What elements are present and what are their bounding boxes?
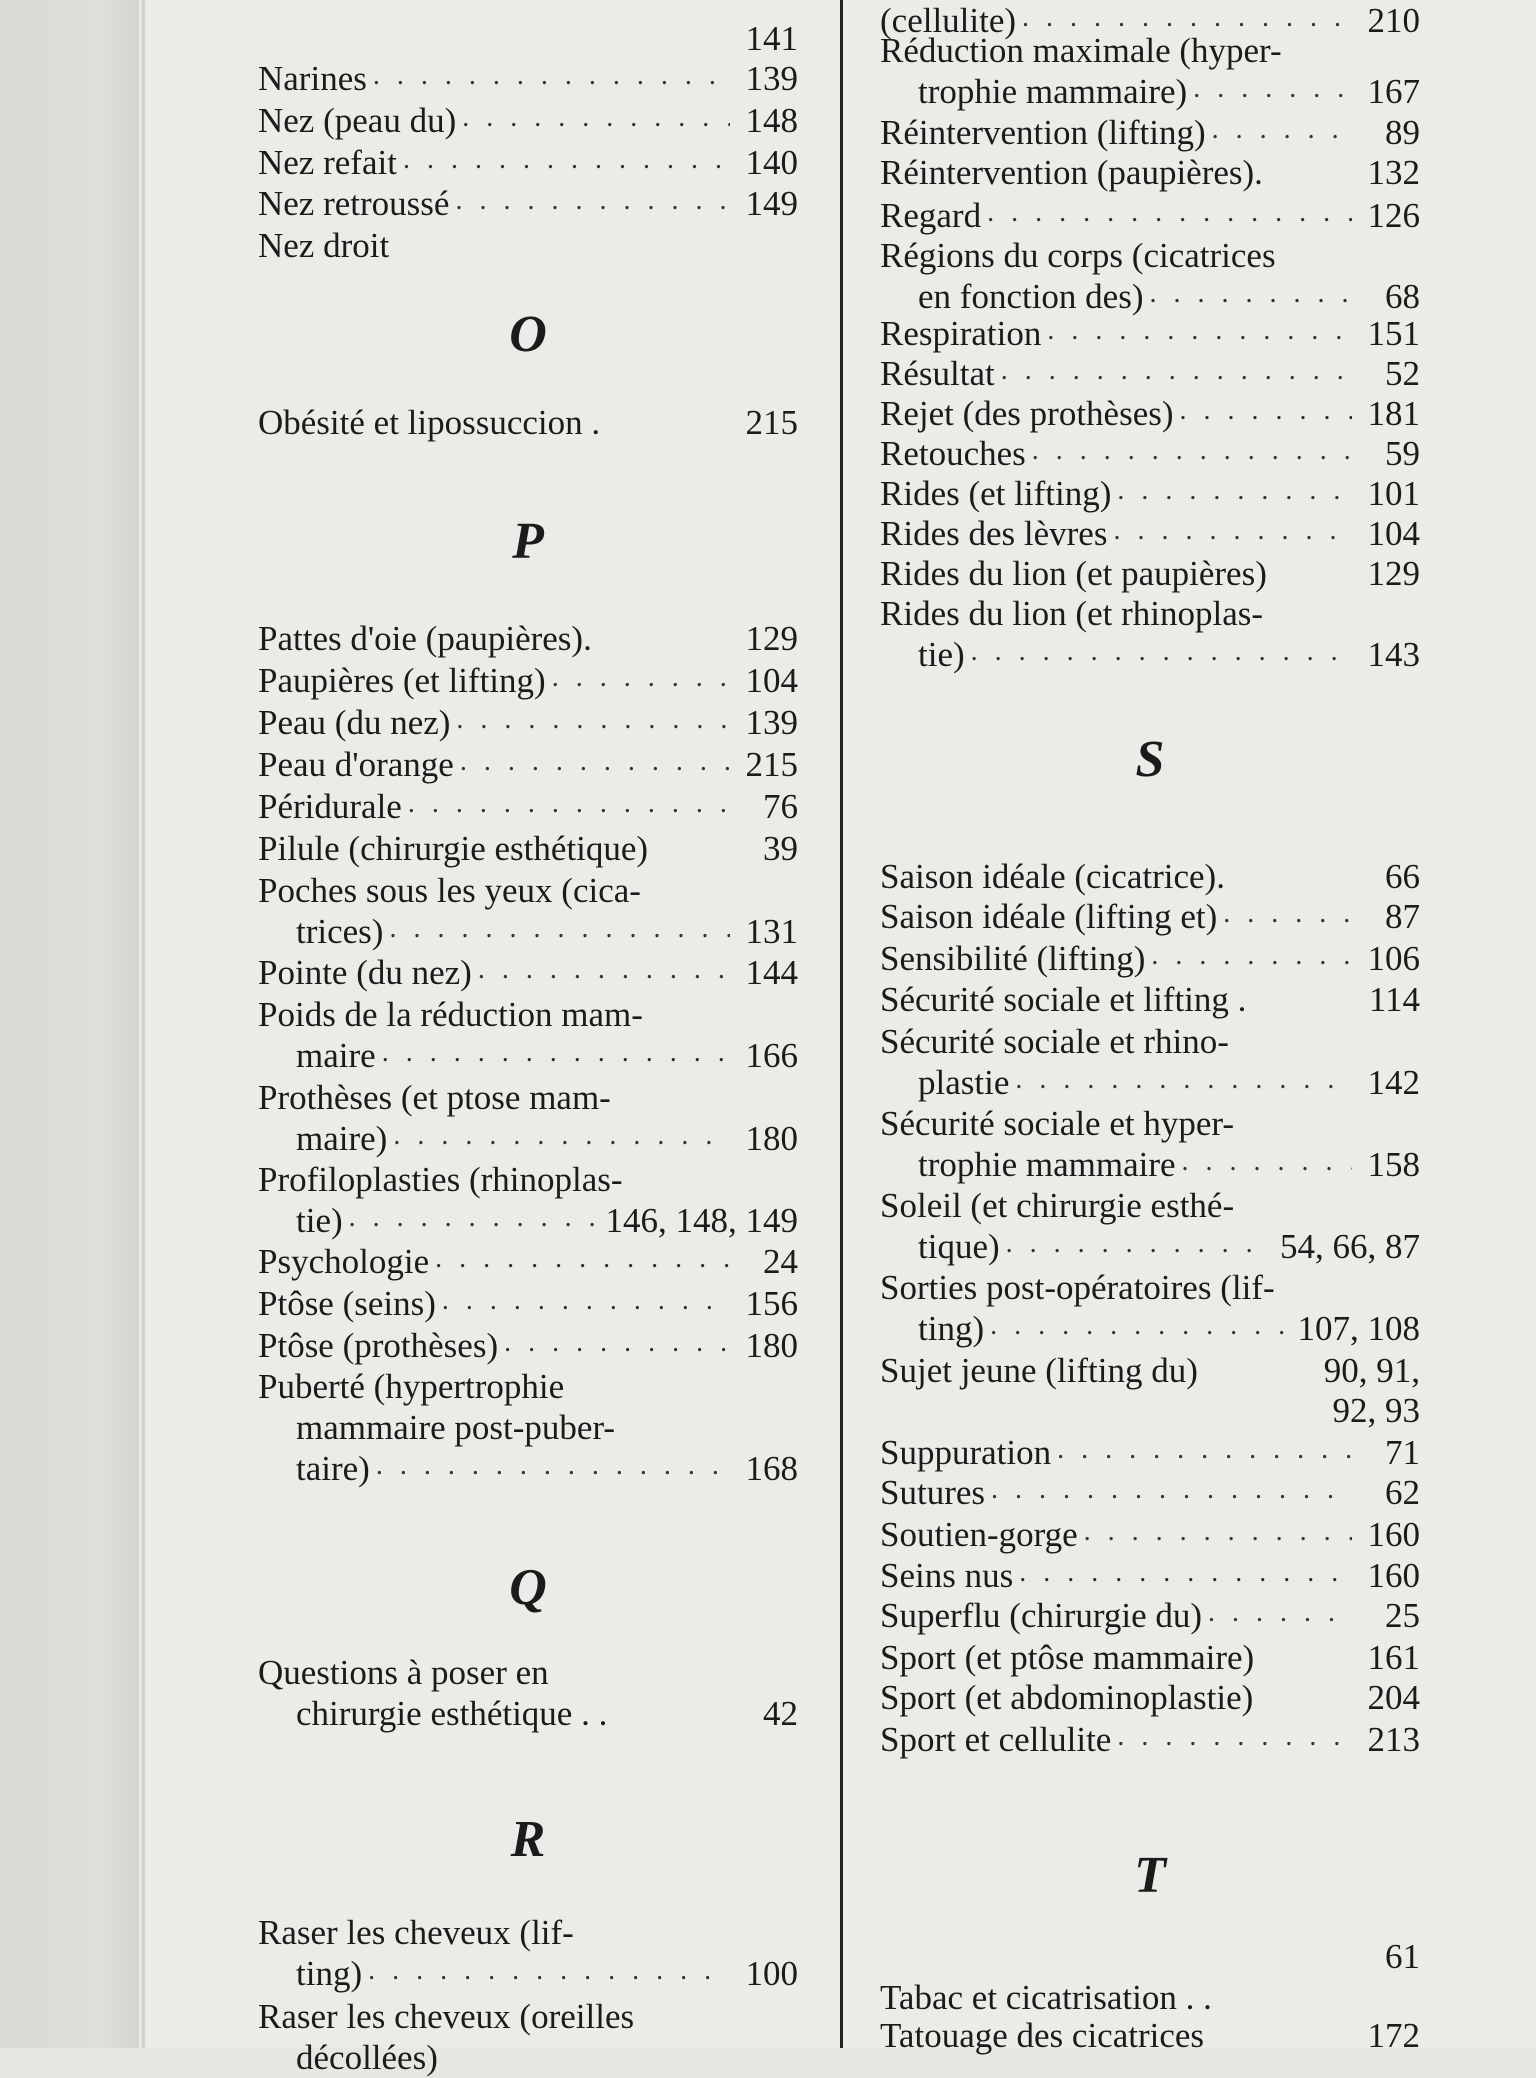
index-entry-nez-peau-du	[258, 100, 798, 141]
facing-page-edge	[0, 0, 145, 2048]
page-number: 89	[1385, 113, 1420, 152]
leader-dots	[1057, 1436, 1352, 1464]
leader-dots	[403, 146, 730, 174]
index-entry-sport-et-abdominoplastie	[880, 1677, 1420, 1718]
leader-dots	[991, 1476, 1352, 1504]
index-entry-raser-les-cheveux-lif	[258, 1912, 798, 1994]
index-entry-sorties-post-operatoires-lif	[880, 1267, 1420, 1349]
leader-dots	[393, 1122, 730, 1150]
index-entry-retouches	[880, 433, 1420, 474]
leader-dots	[442, 1287, 730, 1315]
leader-dots	[1001, 357, 1352, 385]
entry-text: Nez refait	[258, 143, 397, 182]
section-letter-q: Q	[509, 1559, 547, 1616]
page-number: 215	[745, 745, 798, 784]
leader-dots	[460, 748, 730, 776]
entry-text: Soutien-gorge	[880, 1515, 1078, 1554]
entry-text: tie)	[296, 1201, 343, 1240]
leader-dots	[552, 664, 730, 692]
entry-text: Sport et cellulite	[880, 1720, 1112, 1759]
page-number: 76	[763, 787, 798, 826]
index-entry-peridurale	[258, 786, 798, 827]
entry-text: Rides (et lifting)	[880, 474, 1112, 513]
leader-dots	[1212, 116, 1352, 144]
index-entry-regard	[880, 195, 1420, 236]
page-number: 54, 66, 87	[1280, 1227, 1420, 1266]
index-column-left	[258, 0, 798, 2077]
entry-text: Regard	[880, 196, 982, 235]
entry-text: maire)	[296, 1119, 388, 1158]
index-entry-poches-sous-les-yeux-cica	[258, 870, 798, 952]
leader-dots	[1182, 1148, 1352, 1176]
page-number: 180	[745, 1119, 798, 1158]
entry-text: Sutures	[880, 1473, 985, 1512]
index-entry-raser-les-cheveux-oreilles	[258, 1996, 798, 2078]
page-number: 114	[1368, 980, 1420, 1019]
index-entry-obesite-et-lipossuccion	[258, 402, 798, 443]
leader-dots	[435, 1245, 730, 1273]
index-entry-protheses-et-ptose-mam	[258, 1077, 798, 1159]
index-entry-pointe-du-nez	[258, 952, 798, 993]
page-number: 101	[1367, 474, 1420, 513]
index-entry-soutien-gorge	[880, 1514, 1420, 1555]
leader-dots	[1193, 75, 1352, 103]
index-entry-sutures	[880, 1472, 1420, 1513]
index-entry-respiration	[880, 313, 1420, 354]
leader-dots	[1032, 437, 1352, 465]
index-entry-ptose-protheses	[258, 1325, 798, 1366]
entry-text: Péridurale	[258, 787, 402, 826]
index-entry-psychologie	[258, 1241, 798, 1282]
index-entry-nez-droit	[258, 225, 798, 266]
entry-text: Pilule (chirurgie esthétique)	[258, 829, 649, 868]
entry-text: chirurgie esthétique . .	[296, 1694, 608, 1733]
index-entry-questions-a-poser-en	[258, 1652, 798, 1734]
entry-text: tie)	[918, 635, 965, 674]
entry-text: Sécurité sociale et hyper-	[880, 1104, 1234, 1143]
index-entry-nez-refait	[258, 142, 798, 183]
leader-dots	[1117, 1723, 1352, 1751]
entry-text: Ptôse (prothèses)	[258, 1326, 499, 1365]
page-number: 71	[1385, 1433, 1420, 1472]
entry-text: Saison idéale (lifting et)	[880, 897, 1218, 936]
page-number: 42	[763, 1694, 798, 1733]
section-letter-p: P	[512, 513, 544, 570]
leader-dots	[1180, 397, 1352, 425]
page-number: 59	[1385, 434, 1420, 473]
page-number: 158	[1367, 1145, 1420, 1184]
index-entry-securite-sociale-et-lifting	[880, 979, 1420, 1020]
page-number: 204	[1367, 1678, 1420, 1717]
index-entry-saison-ideale-cicatrice	[880, 856, 1420, 897]
page-number: 160	[1367, 1515, 1420, 1554]
page-number: 148	[745, 101, 798, 140]
entry-text: Narines	[258, 59, 367, 98]
index-entry-sport-et-cellulite	[880, 1719, 1420, 1760]
entry-text: décollées)	[296, 2038, 438, 2077]
index-entry-soleil-et-chirurgie-esthe	[880, 1185, 1420, 1267]
page-number: 139	[745, 59, 798, 98]
entry-text: Tabac et cicatrisation . .	[880, 1978, 1212, 2017]
leader-dots	[462, 104, 730, 132]
entry-text: Suppuration	[880, 1433, 1052, 1472]
index-entry-continuation-0	[258, 18, 798, 59]
page-number: 143	[1367, 635, 1420, 674]
index-entry-reintervention-lifting	[880, 112, 1420, 153]
leader-dots	[504, 1329, 730, 1357]
index-entry-reintervention-paupieres	[880, 152, 1420, 193]
entry-text: tique)	[918, 1227, 1000, 1266]
entry-text: mammaire post-puber-	[296, 1408, 616, 1447]
page-number: 139	[745, 703, 798, 742]
leader-dots	[1019, 1559, 1352, 1587]
entry-text: Rejet (des prothèses)	[880, 394, 1174, 433]
page-number: 61	[1385, 1937, 1420, 1976]
index-entry-pilule-chirurgie-esthetique	[258, 828, 798, 869]
leader-dots	[368, 1957, 730, 1985]
index-entry-profiloplasties-rhinoplas	[258, 1159, 798, 1241]
index-entry-rides-du-lion-et-paupieres	[880, 553, 1420, 594]
page-number: 68	[1385, 277, 1420, 316]
entry-text: Nez (peau du)	[258, 101, 457, 140]
index-entry-seins-nus	[880, 1555, 1420, 1596]
leader-dots	[1006, 1230, 1270, 1258]
entry-text: Pointe (du nez)	[258, 953, 472, 992]
entry-text: Rides des lèvres	[880, 514, 1108, 553]
leader-dots	[376, 1452, 730, 1480]
leader-dots	[408, 790, 730, 818]
entry-text: Nez retroussé	[258, 184, 450, 223]
index-entry-poids-de-la-reduction-mam	[258, 994, 798, 1076]
page-number: 66	[1385, 857, 1420, 896]
leader-dots	[1015, 1066, 1352, 1094]
entry-text: (cellulite)	[880, 1, 1017, 40]
entry-text: Tatouage des cicatrices	[880, 2016, 1205, 2055]
index-entry-puberte-hypertrophie	[258, 1366, 798, 1489]
index-entry-reduction-maximale-hyper	[880, 30, 1420, 112]
page-number: 106	[1367, 939, 1420, 978]
index-entry-peau-d-orange	[258, 744, 798, 785]
entry-text: Peau (du nez)	[258, 703, 451, 742]
page-number: 62	[1385, 1473, 1420, 1512]
page-number: 160	[1367, 1556, 1420, 1595]
page-number: 52	[1385, 354, 1420, 393]
index-entry-superflu-chirurgie-du	[880, 1595, 1420, 1636]
index-entry-peau-du-nez	[258, 702, 798, 743]
index-entry-resultat	[880, 353, 1420, 394]
section-letter-o: O	[509, 306, 547, 363]
index-entry-continuation-9	[880, 1390, 1420, 1431]
leader-dots	[1047, 317, 1352, 345]
section-letter-s: S	[1135, 731, 1165, 788]
leader-dots	[1084, 1518, 1352, 1546]
leader-dots	[1113, 517, 1352, 545]
index-entry-ptose-seins	[258, 1283, 798, 1324]
index-entry-nez-retrousse	[258, 183, 798, 224]
entry-text: Sport (et ptôse mammaire)	[880, 1638, 1255, 1677]
index-entry-sport-et-ptose-mammaire	[880, 1637, 1420, 1678]
page-number: 104	[1367, 514, 1420, 553]
page-number: 146, 148, 149	[605, 1201, 798, 1240]
page-number: 161	[1367, 1638, 1420, 1677]
page-number: 172	[1367, 2016, 1420, 2055]
entry-text: plastie	[918, 1063, 1010, 1102]
section-letter-r: R	[510, 1811, 546, 1868]
entry-text: Réintervention (paupières).	[880, 153, 1263, 192]
entry-text: Sport (et abdominoplastie)	[880, 1678, 1254, 1717]
leader-dots	[990, 1312, 1287, 1340]
entry-text: trophie mammaire)	[918, 72, 1188, 111]
page-number: 140	[745, 143, 798, 182]
entry-text: Sécurité sociale et lifting .	[880, 980, 1247, 1019]
entry-text: Régions du corps (cicatrices	[880, 236, 1276, 275]
entry-text: Raser les cheveux (lif-	[258, 1913, 574, 1952]
page-number: 144	[745, 953, 798, 992]
index-entry-securite-sociale-et-hyper	[880, 1103, 1420, 1185]
entry-text: Profiloplasties (rhinoplas-	[258, 1160, 623, 1199]
page-number: 100	[745, 1954, 798, 1993]
page-number: 90, 91,	[1323, 1351, 1420, 1390]
leader-dots	[971, 638, 1352, 666]
leader-dots	[373, 62, 730, 90]
leader-dots	[1022, 4, 1352, 32]
page-number: 132	[1367, 153, 1420, 192]
leader-dots	[349, 1204, 596, 1232]
entry-text: maire	[296, 1036, 376, 1075]
index-entry-rides-et-lifting	[880, 473, 1420, 514]
leader-dots	[1149, 280, 1352, 308]
entry-text: Raser les cheveux (oreilles	[258, 1997, 635, 2036]
entry-text: ting)	[296, 1954, 363, 1993]
index-entry-rides-du-lion-et-rhinoplas	[880, 593, 1420, 675]
entry-text: trices)	[296, 912, 384, 951]
page-number: 180	[745, 1326, 798, 1365]
page-number: 129	[745, 619, 798, 658]
entry-text: ting)	[918, 1309, 985, 1348]
entry-text: Superflu (chirurgie du)	[880, 1596, 1203, 1635]
leader-dots	[1117, 477, 1352, 505]
entry-text: Paupières (et lifting)	[258, 661, 546, 700]
entry-text: Sujet jeune (lifting du)	[880, 1351, 1198, 1390]
page-fold-line	[139, 0, 144, 2048]
index-entry-rides-des-levres	[880, 513, 1420, 554]
page-number: 156	[745, 1284, 798, 1323]
index-entry-saison-ideale-lifting-et	[880, 896, 1420, 937]
leader-dots	[987, 199, 1352, 227]
entry-text: Questions à poser en	[258, 1653, 549, 1692]
entry-text: Prothèses (et ptose mam-	[258, 1078, 611, 1117]
index-entry-securite-sociale-et-rhino	[880, 1021, 1420, 1103]
page-number: 166	[745, 1036, 798, 1075]
leader-dots	[1208, 1599, 1352, 1627]
entry-text: Rides du lion (et paupières)	[880, 554, 1267, 593]
section-letter-t: T	[1134, 1847, 1166, 1904]
leader-dots	[455, 187, 730, 215]
page-number: 107, 108	[1297, 1309, 1420, 1348]
entry-text: Retouches	[880, 434, 1026, 473]
entry-text: Psychologie	[258, 1242, 430, 1281]
index-entry-regions-du-corps-cicatrices	[880, 235, 1420, 317]
entry-text: Sorties post-opératoires (lif-	[880, 1268, 1275, 1307]
entry-text: Réduction maximale (hyper-	[880, 31, 1282, 70]
page-number: 39	[763, 829, 798, 868]
page-number: 168	[745, 1449, 798, 1488]
index-entry-rejet-des-protheses	[880, 393, 1420, 434]
leader-dots	[456, 706, 730, 734]
entry-text: Ptôse (seins)	[258, 1284, 436, 1323]
page-number: 213	[1367, 1720, 1420, 1759]
entry-text: Poids de la réduction mam-	[258, 995, 643, 1034]
entry-text: taire)	[296, 1449, 370, 1488]
leader-dots	[1151, 942, 1352, 970]
index-entry-tabac-et-cicatrisation	[880, 1977, 1420, 2018]
page-number: 181	[1367, 394, 1420, 433]
page-number: 215	[745, 403, 798, 442]
page-number: 92, 93	[1332, 1391, 1420, 1430]
entry-text: Soleil (et chirurgie esthé-	[880, 1186, 1235, 1225]
page-number: 167	[1367, 72, 1420, 111]
entry-text: Seins nus	[880, 1556, 1014, 1595]
page-number: 129	[1367, 554, 1420, 593]
page-number: 25	[1385, 1596, 1420, 1635]
index-entry-continuation-0	[880, 1936, 1420, 1977]
page-number: 104	[745, 661, 798, 700]
index-entry-tatouage-des-cicatrices	[880, 2015, 1420, 2056]
entry-text: trophie mammaire	[918, 1145, 1176, 1184]
entry-text: Poches sous les yeux (cica-	[258, 871, 641, 910]
page-number: 151	[1367, 314, 1420, 353]
entry-text: Résultat	[880, 354, 995, 393]
leader-dots	[382, 1039, 730, 1067]
entry-text: en fonction des)	[918, 277, 1144, 316]
index-entry-pattes-d-oie-paupieres	[258, 618, 798, 659]
leader-dots	[1223, 900, 1352, 928]
leader-dots	[389, 915, 730, 943]
entry-text: Puberté (hypertrophie	[258, 1367, 565, 1406]
page-number: 87	[1385, 897, 1420, 936]
page-number: 131	[745, 912, 798, 951]
entry-text: Respiration	[880, 314, 1042, 353]
index-entry-suppuration	[880, 1432, 1420, 1473]
entry-text: Saison idéale (cicatrice).	[880, 857, 1225, 896]
page-number: 210	[1367, 1, 1420, 40]
index-entry-sensibilite-lifting	[880, 938, 1420, 979]
entry-text: Obésité et lipossuccion .	[258, 403, 601, 442]
entry-text: Pattes d'oie (paupières).	[258, 619, 592, 658]
entry-text: Réintervention (lifting)	[880, 113, 1206, 152]
page-number: 149	[745, 184, 798, 223]
page-number: 126	[1367, 196, 1420, 235]
entry-text: Rides du lion (et rhinoplas-	[880, 594, 1264, 633]
entry-text: Sensibilité (lifting)	[880, 939, 1146, 978]
index-entry-sujet-jeune-lifting-du	[880, 1350, 1420, 1391]
index-column-right	[880, 0, 1420, 2055]
index-entry-narines	[258, 58, 798, 99]
page-number: 141	[745, 19, 798, 58]
entry-text: Peau d'orange	[258, 745, 454, 784]
index-entry-paupieres-et-lifting	[258, 660, 798, 701]
entry-text: Sécurité sociale et rhino-	[880, 1022, 1229, 1061]
leader-dots	[478, 956, 730, 984]
page-number: 142	[1367, 1063, 1420, 1102]
entry-text: Nez droit	[258, 226, 390, 265]
column-divider	[840, 0, 843, 2048]
page-number: 24	[763, 1242, 798, 1281]
